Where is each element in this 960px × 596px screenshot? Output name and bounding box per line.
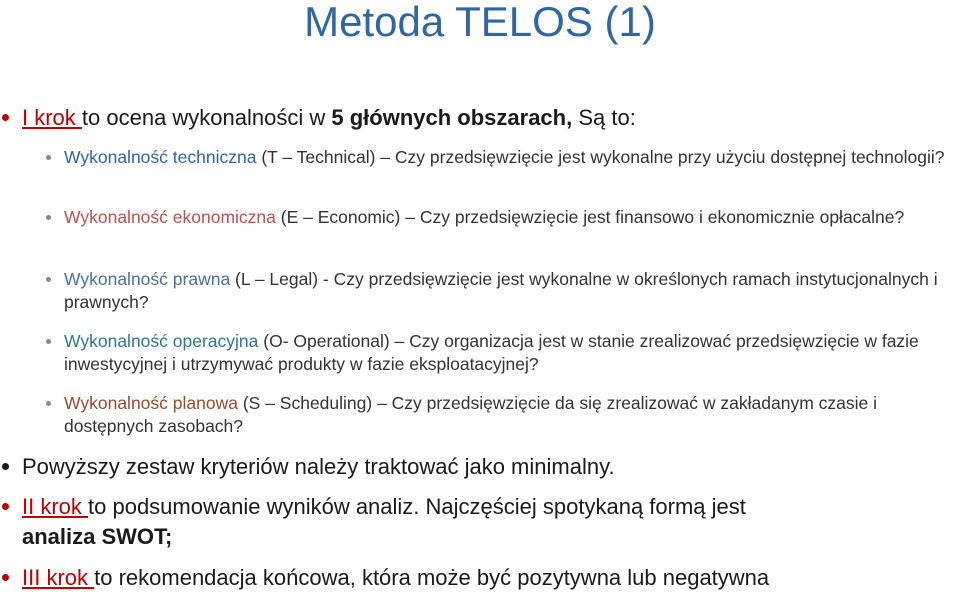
sub-bullet-dot-icon (46, 401, 51, 406)
area-name: Wykonalność planowa (64, 393, 238, 413)
step-1-label: I krok (22, 105, 82, 130)
step-3-text: to rekomendacja końcowa, która może być pozytywna lub negatywna (94, 565, 770, 590)
area-item-scheduling (64, 392, 904, 438)
bullet-dot-icon (2, 574, 9, 581)
slide-title: Metoda TELOS (1) (304, 0, 656, 45)
sub-bullet-dot-icon (46, 155, 51, 160)
area-item-technical (64, 146, 960, 169)
area-text: (L – Legal) - Czy przedsięwzięcie jest wykonalne w określonych ramach instytucjonalnych i prawnych? (64, 269, 938, 312)
step-2-text: to podsumowanie wyników analiz. Najczęściej spotykaną formą jest (88, 494, 746, 519)
bullet-step-2 (22, 492, 922, 552)
bullet-dot-icon (2, 114, 9, 121)
area-text: (S – Scheduling) – Czy przedsięwzięcie da się zrealizować w zakładanym czasie i dostępnych zasobach? (64, 393, 877, 436)
sub-bullet-dot-icon (46, 215, 51, 220)
step-3-label: III krok (22, 565, 95, 590)
bullet-dot-icon (2, 503, 9, 510)
step-1-text-end: Są to: (572, 105, 636, 130)
area-name: Wykonalność operacyjna (64, 331, 259, 351)
area-item-legal (64, 268, 960, 314)
area-text: (T – Technical) – Czy przedsięwzięcie jest wykonalne przy użyciu dostępnej technologii? (256, 147, 945, 167)
step-2-bold: analiza SWOT; (22, 524, 173, 549)
sub-bullet-dot-icon (46, 277, 51, 282)
area-text: (E – Economic) – Czy przedsięwzięcie jest finansowo i ekonomicznie opłacalne? (275, 207, 905, 227)
area-name: Wykonalność techniczna (64, 147, 257, 167)
step-1-text: to ocena wykonalności w (81, 105, 332, 130)
area-name: Wykonalność ekonomiczna (64, 207, 276, 227)
step-1-bold: 5 głównych obszarach, (331, 105, 573, 130)
bullet-summary (22, 452, 615, 482)
area-item-operational (64, 330, 944, 376)
area-item-economic (64, 206, 960, 229)
bullet-step-1 (22, 103, 636, 133)
area-text: (O- Operational) – Czy organizacja jest w stanie zrealizować przedsięwzięcie w fazie inwestycyjnej i utrzymywać produkty w fazie eksploatacyjnej? (64, 331, 919, 374)
area-name: Wykonalność prawna (64, 269, 231, 289)
sub-bullet-dot-icon (46, 339, 51, 344)
bullet-dot-icon (2, 463, 9, 470)
step-2-label: II krok (22, 494, 89, 519)
bullet-step-3 (22, 563, 769, 593)
summary-text: Powyższy zestaw kryteriów należy traktować jako minimalny. (22, 454, 615, 479)
